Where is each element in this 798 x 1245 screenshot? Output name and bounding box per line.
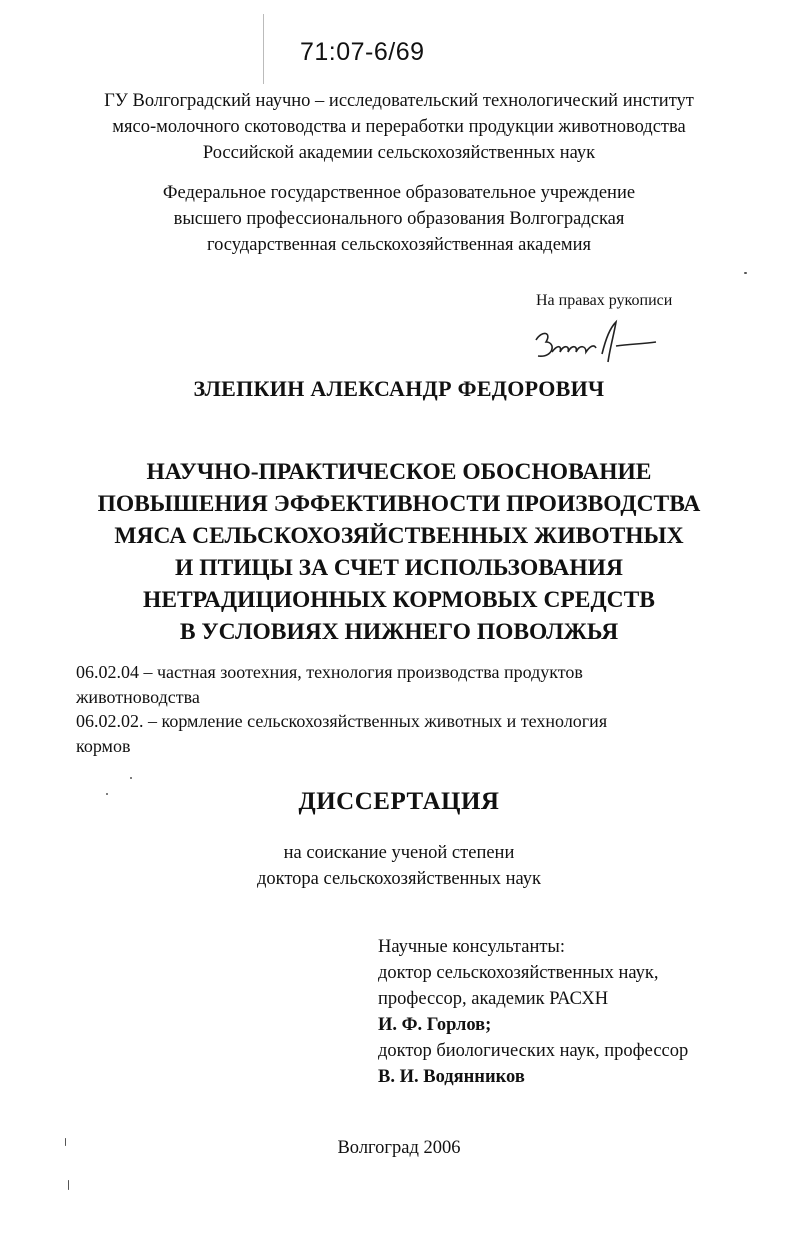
title-line: ПОВЫШЕНИЯ ЭФФЕКТИВНОСТИ ПРОИЗВОДСТВА — [97, 491, 701, 517]
consultant-title: доктор сельскохозяйственных наук, — [378, 963, 659, 983]
institute-line: мясо-молочного скотоводства и переработки продукции животноводства — [112, 117, 686, 137]
title-line: НАУЧНО-ПРАКТИЧЕСКОЕ ОБОСНОВАНИЕ — [146, 459, 652, 485]
title-line: И ПТИЦЫ ЗА СЧЕТ ИСПОЛЬЗОВАНИЯ — [175, 555, 623, 581]
academy-line: высшего профессионального образования Волгоградская — [173, 209, 625, 229]
degree-line: на соискание ученой степени — [283, 843, 515, 863]
specialty-line: 06.02.02. – кормление сельскохозяйственных животных и технология — [76, 711, 608, 731]
consultant-title: профессор, академик РАСХН — [378, 989, 609, 1009]
title-line: НЕТРАДИЦИОННЫХ КОРМОВЫХ СРЕДСТВ — [143, 587, 655, 613]
author-name: ЗЛЕПКИН АЛЕКСАНДР ФЕДОРОВИЧ — [193, 376, 605, 401]
place-year: Волгоград 2006 — [337, 1138, 461, 1158]
academy-line: государственная сельскохозяйственная академия — [206, 235, 592, 255]
consultant-name: В. И. Водянников — [378, 1067, 525, 1087]
scan-artifact-speck — [130, 777, 132, 779]
specialty-item — [76, 660, 666, 710]
consultants-block — [378, 934, 688, 1090]
academy-line: Федеральное государственное образовательное учреждение — [162, 183, 636, 203]
specialty-line: животноводства — [76, 687, 200, 707]
consultants-heading: Научные консультанты: — [378, 937, 565, 957]
institute-line: ГУ Волгоградский научно – исследовательский технологический институт — [104, 91, 694, 111]
title-line: В УСЛОВИЯХ НИЖНЕГО ПОВОЛЖЬЯ — [179, 619, 619, 645]
document-type: ДИССЕРТАЦИЯ — [298, 788, 500, 815]
academy-block — [0, 180, 798, 258]
degree-block — [0, 840, 798, 892]
consultant-title: доктор биологических наук, профессор — [378, 1041, 689, 1061]
specialty-item — [76, 709, 666, 759]
scan-artifact-speck — [68, 1180, 69, 1190]
dissertation-title — [0, 456, 798, 648]
scan-artifact-speck — [744, 272, 747, 274]
specialty-line: 06.02.04 – частная зоотехния, технология производства продуктов — [76, 662, 583, 682]
scan-artifact-line — [263, 14, 264, 84]
consultant-name: И. Ф. Горлов; — [378, 1015, 492, 1035]
title-line: МЯСА СЕЛЬСКОХОЗЯЙСТВЕННЫХ ЖИВОТНЫХ — [114, 523, 684, 549]
degree-line: доктора сельскохозяйственных наук — [256, 869, 542, 889]
handwritten-signature — [530, 318, 660, 368]
institute-line: Российской академии сельскохозяйственных наук — [202, 143, 596, 163]
institute-block — [0, 88, 798, 166]
rights-note: На правах рукописи — [536, 292, 673, 309]
specialty-line: кормов — [76, 736, 131, 756]
library-code: 71:07-6/69 — [300, 38, 425, 66]
